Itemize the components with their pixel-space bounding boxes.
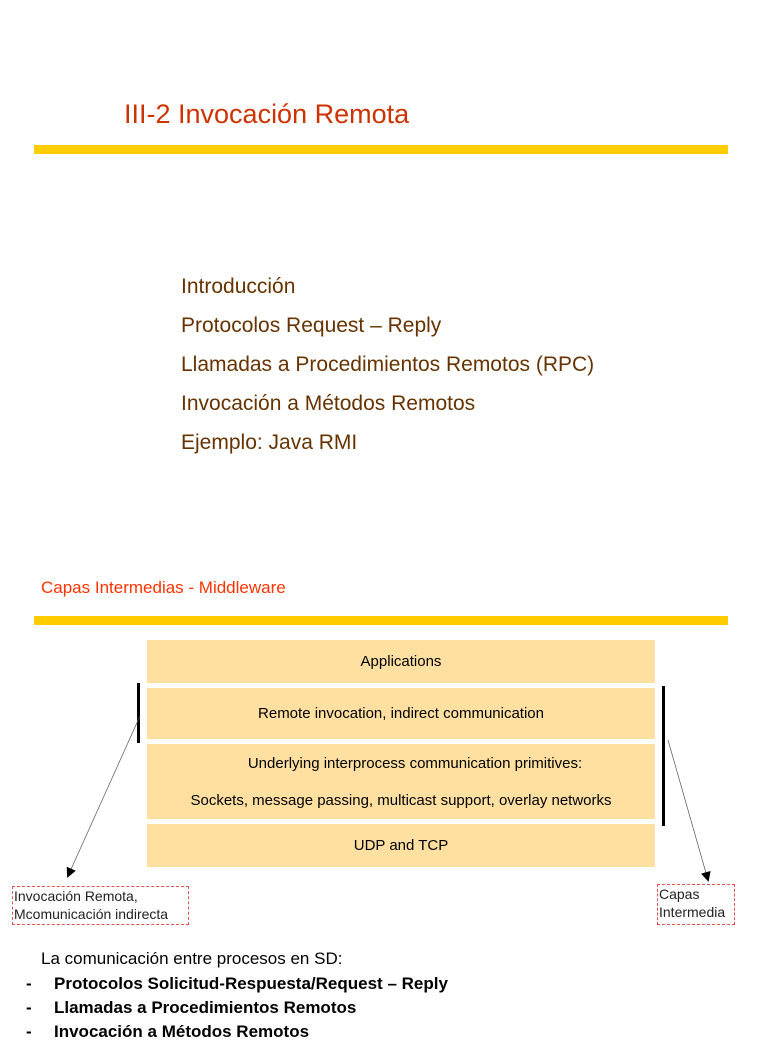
communication-heading: La comunicación entre procesos en SD:: [41, 949, 343, 968]
callout-line: Intermedia: [659, 904, 726, 920]
callout-middleware: [657, 884, 735, 925]
list-item: [24, 973, 448, 997]
callout-line: Capas: [659, 886, 700, 902]
list-dash: -: [26, 974, 32, 993]
list-item-label: Llamadas a Procedimientos Remotos: [54, 998, 357, 1017]
arrow-right: [668, 740, 708, 880]
layer-label: Underlying interprocess communication primitives:: [247, 754, 583, 772]
layer-label: Remote invocation, indirect communication: [258, 705, 544, 722]
list-dash: -: [26, 1022, 32, 1041]
list-item: [24, 997, 448, 1021]
list-item: Llamadas a Procedimientos Remotos (RPC): [181, 353, 595, 376]
list-item: Ejemplo: Java RMI: [181, 431, 358, 454]
list-item-label: Invocación a Métodos Remotos: [54, 1022, 310, 1041]
middleware-title: Capas Intermedias - Middleware: [41, 578, 286, 597]
list-item: [24, 1021, 448, 1045]
list-item-label: Protocolos Solicitud-Respuesta/Request – Reply: [54, 974, 448, 993]
callout-line: Mcomunicación indirecta: [14, 906, 169, 922]
list-item: Invocación a Métodos Remotos: [181, 392, 476, 415]
callout-line: Invocación Remota,: [14, 888, 138, 904]
slide-title: III-2 Invocación Remota: [124, 99, 410, 129]
layer-label: UDP and TCP: [353, 837, 449, 854]
layer-label: Applications: [360, 653, 442, 670]
layer-label: Sockets, message passing, multicast support, overlay networks: [190, 791, 612, 809]
list-item: Protocolos Request – Reply: [181, 314, 442, 337]
arrow-left: [68, 716, 140, 876]
list-dash: -: [26, 998, 32, 1017]
list-item: Introducción: [181, 275, 296, 298]
communication-list: [24, 973, 448, 1045]
callout-remote-invocation: [12, 886, 189, 925]
